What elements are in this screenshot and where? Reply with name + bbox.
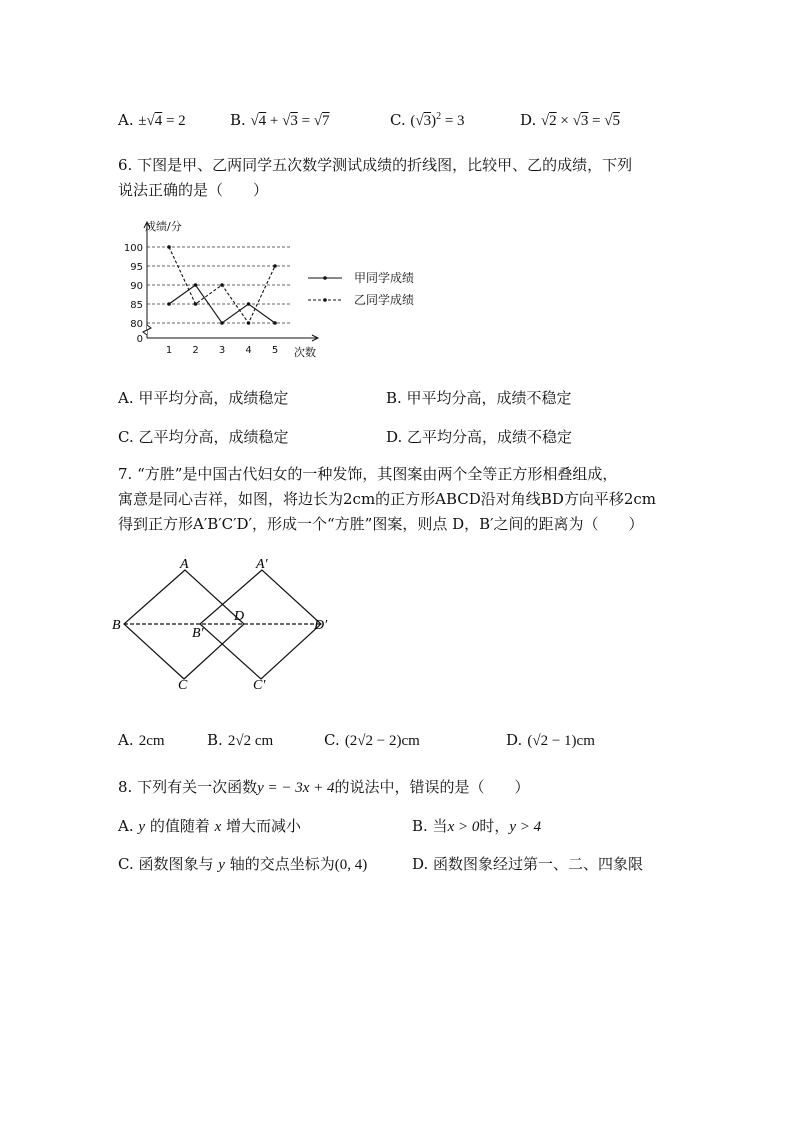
exponent: 2 [436, 111, 442, 122]
x-tick-label: 5 [271, 345, 279, 356]
q7-stem-line3: 得到正方形A′B′C′D′，形成一个“方胜”图案，则点 D，B′之间的距离为（ ） [118, 515, 644, 533]
q8-option-d: D. 函数图象经过第一、二、四象限 [412, 855, 644, 873]
label-a-prime: A′ [256, 557, 268, 572]
option-letter: D. [506, 731, 523, 749]
variable-y: y [218, 857, 225, 873]
q6-option-b: B. 甲平均分高，成绩不稳定 [386, 389, 572, 407]
y-tick-label: 100 [123, 243, 143, 254]
option-letter: B. [207, 731, 223, 749]
label-c-prime: C′ [253, 678, 266, 693]
q8-stem [118, 775, 530, 800]
data-point [194, 302, 198, 306]
option-value: 2√2 cm [227, 733, 274, 749]
radicand: 2 [549, 113, 557, 129]
result-expression: y > 4 [509, 819, 542, 835]
option-letter: A. [118, 731, 134, 749]
radicand: 4 [154, 113, 163, 129]
option-text: 的值随着 [145, 817, 215, 835]
data-point [273, 264, 277, 268]
q6-line-chart [118, 214, 448, 364]
q5-option-c [390, 108, 465, 132]
q6-stem-line1: 6. 下图是甲、乙两同学五次数学测试成绩的折线图，比较甲、乙的成绩，下列 [118, 156, 633, 174]
math-text: (√ [410, 113, 424, 129]
radicand: 3 [290, 113, 298, 129]
data-point [247, 302, 251, 306]
option-text: 增大而减小 [221, 817, 302, 835]
x-tick-label: 4 [245, 345, 252, 356]
y-tick-label: 80 [130, 319, 143, 330]
q8-option-c [118, 852, 367, 877]
function-expression: y = − 3x + 4 [257, 780, 335, 796]
legend-label: 乙同学成绩 [354, 293, 415, 307]
option-text: B. 当 [412, 817, 448, 835]
label-d-prime: D′ [314, 618, 328, 633]
option-value: (2√2 − 2)cm [344, 733, 420, 749]
q6-option-c: C. 乙平均分高，成绩稳定 [118, 428, 289, 446]
q7-option-d [506, 728, 595, 752]
q7-stem-line2: 寓意是同心吉祥，如图，将边长为2cm的正方形ABCD沿对角线BD方向平移2cm [118, 490, 657, 508]
data-point [167, 302, 171, 306]
y-tick-label: 95 [130, 262, 143, 273]
math-text: = √ [297, 113, 323, 129]
option-text: 时， [479, 817, 510, 835]
condition-expression: x > 0 [447, 819, 480, 835]
label-c: C [178, 678, 188, 693]
q7-option-a [118, 728, 165, 752]
radicand: 7 [322, 113, 330, 129]
option-value: (√2 − 1)cm [527, 733, 595, 749]
stem-text: 的说法中，错误的是（ ） [334, 778, 530, 796]
radicand: 3 [580, 113, 589, 129]
math-text: ) [431, 113, 437, 129]
q5-option-b [230, 108, 330, 132]
square-a2b2c2d2 [200, 570, 321, 679]
math-text: ±√ [138, 113, 155, 129]
data-point [220, 321, 224, 325]
q8-option-a [118, 814, 301, 839]
data-point [220, 283, 224, 287]
fangsheng-figure [110, 552, 340, 697]
q5-option-d [520, 108, 620, 132]
data-point [194, 283, 198, 287]
radicand: 4 [258, 113, 267, 129]
option-letter: B. [230, 111, 246, 129]
data-point [167, 245, 171, 249]
label-a: A [180, 557, 189, 572]
math-text: × √ [556, 113, 581, 129]
coordinate: (0, 4) [334, 857, 368, 873]
q7-option-b [207, 728, 273, 752]
q6-option-a: A. 甲平均分高，成绩稳定 [118, 389, 289, 407]
option-text: C. 函数图象与 [118, 855, 219, 873]
legend-label: 甲同学成绩 [354, 271, 415, 285]
math-text: = 2 [162, 113, 186, 129]
option-letter: D. [520, 111, 537, 129]
legend-marker [323, 276, 327, 280]
option-text: 轴的交点坐标为 [224, 855, 335, 873]
math-text: √ [250, 113, 259, 129]
label-b: B [112, 618, 121, 633]
q7-stem-line1: 7. “方胜”是中国古代妇女的一种发饰，其图案由两个全等正方形相叠组成， [118, 465, 618, 483]
q6-stem-line2: 说法正确的是（ ） [118, 181, 269, 199]
label-b-prime: B′ [192, 626, 204, 641]
q8-option-b [412, 814, 541, 839]
option-letter: A. [118, 111, 134, 129]
y-axis-break [143, 325, 151, 335]
math-text: + √ [266, 113, 291, 129]
q7-option-c [324, 728, 420, 752]
math-text: √ [540, 113, 550, 129]
data-point [247, 321, 251, 325]
x-tick-label: 3 [218, 345, 226, 356]
x-tick-label: 1 [165, 345, 173, 356]
radicand: 3 [423, 113, 432, 129]
y-tick-label: 0 [136, 334, 143, 345]
data-point [273, 321, 277, 325]
math-text: = √ [588, 113, 613, 129]
stem-text: 8. 下列有关一次函数 [118, 778, 258, 796]
y-tick-label: 90 [130, 281, 143, 292]
q5-option-a [118, 108, 186, 132]
q6-option-d: D. 乙平均分高，成绩不稳定 [386, 428, 573, 446]
x-axis-label: 次数 [294, 346, 316, 359]
y-tick-label: 85 [130, 300, 143, 311]
y-axis-label: 成绩/分 [145, 220, 182, 233]
legend-marker [323, 298, 327, 302]
option-text: A. [118, 817, 139, 835]
option-letter: C. [324, 731, 340, 749]
variable-x: x [214, 819, 222, 835]
variable-y: y [138, 819, 146, 835]
math-text: = 3 [441, 113, 465, 129]
option-value: 2cm [138, 733, 165, 749]
option-letter: C. [390, 111, 406, 129]
radicand: 5 [612, 113, 621, 129]
x-tick-label: 2 [192, 345, 199, 356]
label-d: D [234, 609, 245, 624]
